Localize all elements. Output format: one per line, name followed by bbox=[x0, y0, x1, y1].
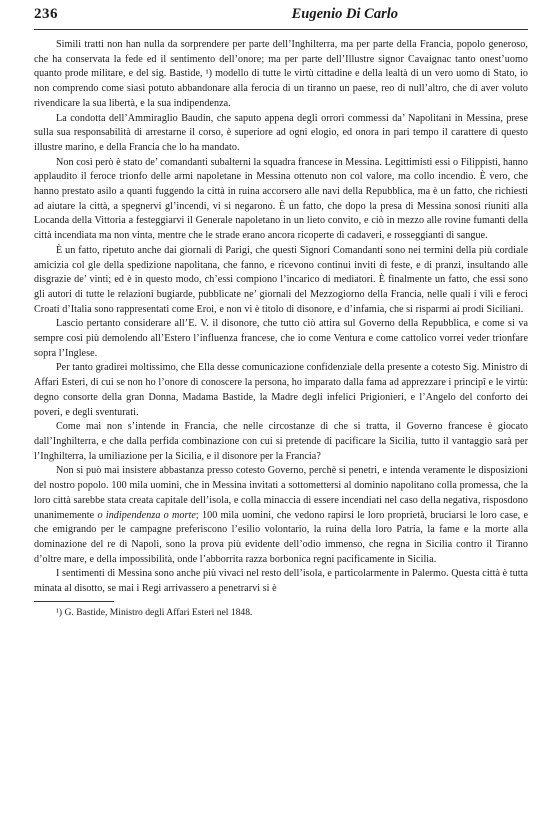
footnote: ¹) G. Bastide, Ministro degli Affari Esteri nel 1848. bbox=[56, 606, 253, 618]
paragraph-9: I sentimenti di Messina sono anche più vivaci nel resto dell’isola, e particolarmente in Palermo. Questa città è tutta minata al disotto, se mai i Regi arrivassero a penetrarvi si è bbox=[34, 568, 528, 595]
paragraph-4: È un fatto, ripetuto anche dai giornali di Parigi, che questi Signori Comandanti sono nei termini della più cordiale amicizia col gle della spedizione napolitana, che fanno, e ricevono continui inviti di feste, e di pranzi, insultando alle disgrazie de’ vinti; ed è in questo modo, ch’essi compiono l’incarico di mediatori. È finalmente un fatto, che essi sono gli autori di tutte le relazioni bugiarde, pubblicate ne’ giornali del Mezzogiorno della Francia, nelle quali i vili e feroci Croati d’Italia sono rappresentati come Eroi, e non vi è titolo di disonore, e d’infamia, che si risparmi ai prodi Siciliani. bbox=[34, 244, 528, 315]
page-header bbox=[34, 6, 528, 28]
paragraph-8-start: Non si può mai insistere abbastanza presso cotesto Governo, perchè si penetri, e intenda veramente le disposizioni del nostro popolo. 100 mila uomini, che in Messina invitati a sottomettersi al dominio napolitano colla promessa, che la loro città sarebbe stata creata capitale dell’isola, e colla minaccia di essere incendiati nel caso della negativa, risposdono unanimemente bbox=[34, 465, 528, 521]
paragraph-8-italic-motto: o indipendenza o morte bbox=[97, 509, 196, 521]
paragraph-5: Lascio pertanto considerare all’E. V. il disonore, che tutto ciò attira sul Governo della Repubblica, e come si va sempre così più demolendo all’Estero l’influenza francese, che io come Ventura e come cattolico vorrei veder trionfare sopra l’Inglese. bbox=[34, 318, 528, 359]
paragraph-8-end: ; 100 mila uomini, che vedono rapirsi le loro proprietà, bruciarsi le loro case, e che emigrando per le campagne preferiscono l’esilio volontario, la ruina della loro Patria, la fame e la morte alla dominazione del re di Napoli, sono la prova più evidente dell’odio immenso, che regna in Sicilia contro il Tiranno d’oltre mare, e della impossibilità, onde l’abborrita razza borbonica regni pacificamente in Sicilia. bbox=[34, 509, 528, 565]
running-title: Eugenio Di Carlo bbox=[291, 6, 398, 22]
page-number: 236 bbox=[34, 6, 58, 22]
header-rule bbox=[34, 29, 528, 30]
paragraph-7: Come mai non s’intende in Francia, che nelle circostanze di che si tratta, il Governo francese è giocato dall’Inghilterra, e che dalla perfida combinazione con cui si pretende di pacificare la Sicilia, tutto il vantaggio sarà per l’Inghilterra, la umiliazione per la Sicilia, e il disonore per la Francia? bbox=[34, 421, 528, 462]
paragraph-8 bbox=[34, 464, 528, 567]
body-text bbox=[34, 38, 528, 597]
paragraph-2: La condotta dell’Ammiraglio Baudin, che saputo appena degli orrori commessi da’ Napolitani in Messina, prese sulla sua responsabilità di arrestarne il corso, è superiore ad ogni elogio, ed onora in pari tempo il carattere di questo illustre marino, e della Francia che lo ha mandato. bbox=[34, 112, 528, 153]
paragraph-1: Simili tratti non han nulla da sorprendere per parte dell’Inghilterra, ma per parte della Francia, popolo generoso, che ha conservata la fede ed il sentimento dell’onore; ma per parte dell’Illustre signor Cavaignac tanto onest’uomo quanto prode militare, e del sig. Bastide, ¹) modello di tutte le virtù cittadine e della lealtà di un vero uomo di Stato, io non comprendo come siasi potuto abbandonare alla ferocia di un tiranno un paese, reo di null’altro, che di aver voluto rivendicare la sua libertà, e la sua indipendenza. bbox=[34, 39, 528, 109]
paragraph-3: Non così però è stato de’ comandanti subalterni la squadra francese in Messina. Legittimisti essi o Filippisti, hanno applaudito il feroce trionfo delle armi napoletane in Messina ottenuto non col valore, ma collo incendio. È vero, che hanno prestato asilo a quanti fuggendo la città in ruina accorsero alle navi della Repubblica, ma è un fatto, che richiesti ad aiutare la città, a spegnervi gl’incendi, vi si negarono. È un fatto, che dopo la presa di Messina sonosi riuniti alla Locanda della Vittoria a festeggiarvi il Generale napoletano in un lieto convito, e ciò in mezzo alle rovine fumanti della città incendiata ma non vinta, mentre che le strade erano ancora ricoperte di cadaveri, e rosseggianti di sangue. bbox=[34, 156, 528, 242]
footnote-rule bbox=[34, 601, 114, 602]
paragraph-6: Per tanto gradirei moltissimo, che Ella desse comunicazione confidenziale della presente a cotesto Sig. Ministro di Affari Esteri, di cui se non ho l’onore di conoscere la persona, ho imparato dalla fama ad apprezzare i principî e le virtù: degno consorte della gran Donna, Madama Bastide, la Madre degli infelici Prigionieri, e l’Angelo del conforto dei poveri, e degli sventurati. bbox=[34, 362, 528, 418]
